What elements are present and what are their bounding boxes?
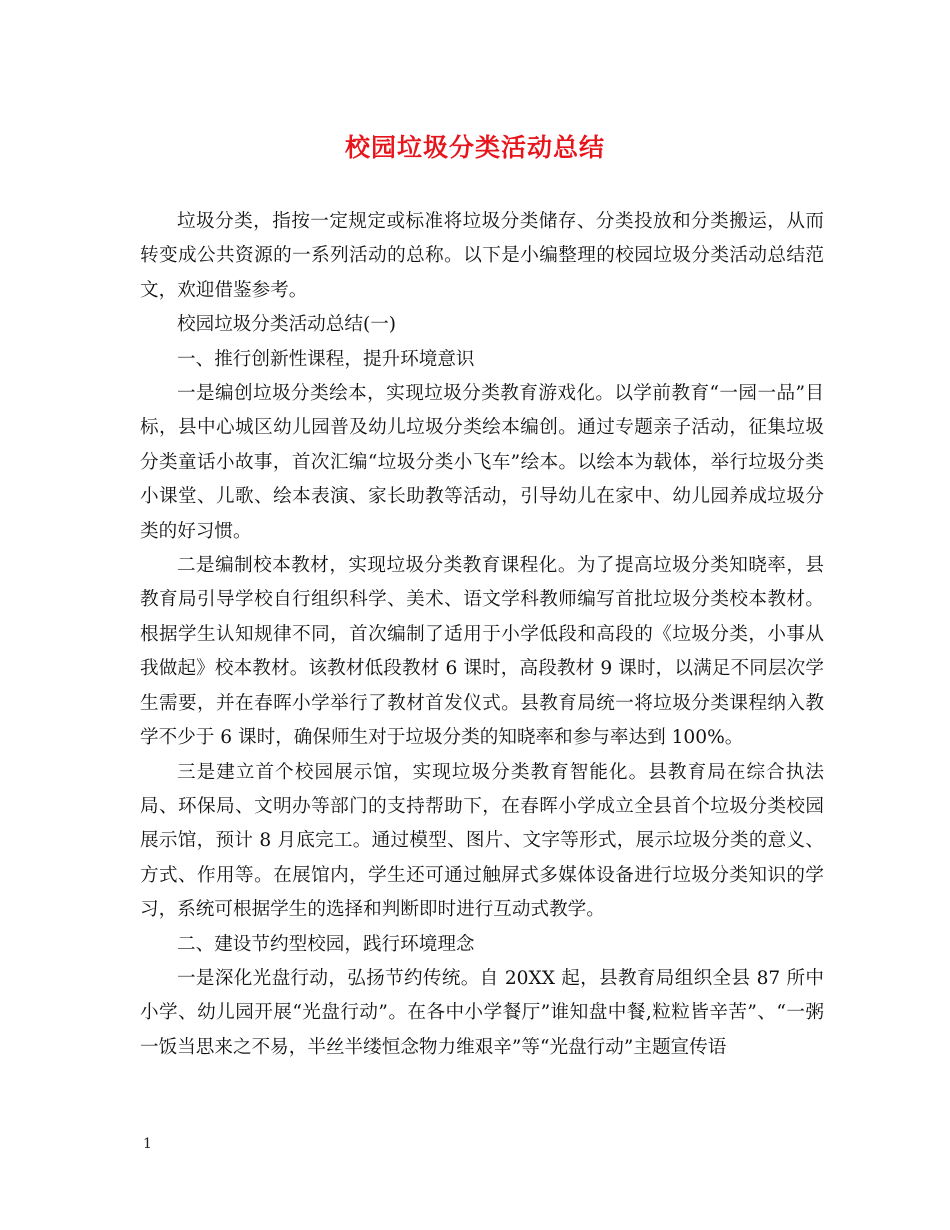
document-body xyxy=(140,205,824,1065)
section-heading-innovative-courses: 一、推行创新性课程，提升环境意识 xyxy=(177,348,475,370)
paragraph-school-textbooks: 二是编制校本教材，实现垃圾分类教育课程化。为了提高垃圾分类知晓率，县教育局引导学校自行组织科学、美术、语文学科教师编写首批垃圾分类校本教材。根据学生认知规律不同，首次编制了适用于小学低段和高段的《垃圾分类，小事从我做起》校本教材。该教材低段教材 6 课时，高段教材 9 课时，以满足不同层次学生需要，并在春晖小学举行了教材首发仪式。县教育局统一将垃圾分类课程纳入教学不少于 6 课时，确保师生对于垃圾分类的知晓率和参与率达到 100%。 xyxy=(140,555,824,749)
document-title: 校园垃圾分类活动总结 xyxy=(344,133,605,162)
page-number: 1 xyxy=(143,1136,152,1152)
paragraph-exhibition-hall: 三是建立首个校园展示馆，实现垃圾分类教育智能化。县教育局在综合执法局、环保局、文明办等部门的支持帮助下，在春晖小学成立全县首个垃圾分类校园展示馆，预计 8 月底完工。通过模型、图片、文字等形式，展示垃圾分类的意义、方式、作用等。在展馆内，学生还可通过触屏式多媒体设备进行垃圾分类知识的学习，系统可根据学生的选择和判断即时进行互动式教学。 xyxy=(140,761,824,921)
paragraph-clean-plate: 一是深化光盘行动，弘扬节约传统。自 20XX 起，县教育局组织全县 87 所中小学、幼儿园开展“光盘行动”。在各中小学餐厅”谁知盘中餐,粒粒皆辛苦”、“一粥一饭当思来之不易，半丝半缕恒念物力维艰辛”等“光盘行动”主题宣传语 xyxy=(140,967,824,1058)
section-heading-summary-one: 校园垃圾分类活动总结(一) xyxy=(177,314,397,336)
paragraph-picture-books: 一是编创垃圾分类绘本，实现垃圾分类教育游戏化。以学前教育“一园一品”目标，县中心城区幼儿园普及幼儿垃圾分类绘本编创。通过专题亲子活动，征集垃圾分类童话小故事，首次汇编“垃圾分类小飞车”绘本。以绘本为载体，举行垃圾分类小课堂、儿歌、绘本表演、家长助教等活动，引导幼儿在家中、幼儿园养成垃圾分类的好习惯。 xyxy=(140,383,824,542)
section-heading-frugal-campus: 二、建设节约型校园，践行环境理念 xyxy=(177,933,475,955)
intro-paragraph: 垃圾分类，指按一定规定或标准将垃圾分类储存、分类投放和分类搬运，从而转变成公共资源的一系列活动的总称。以下是小编整理的校园垃圾分类活动总结范文，欢迎借鉴参考。 xyxy=(140,211,824,301)
